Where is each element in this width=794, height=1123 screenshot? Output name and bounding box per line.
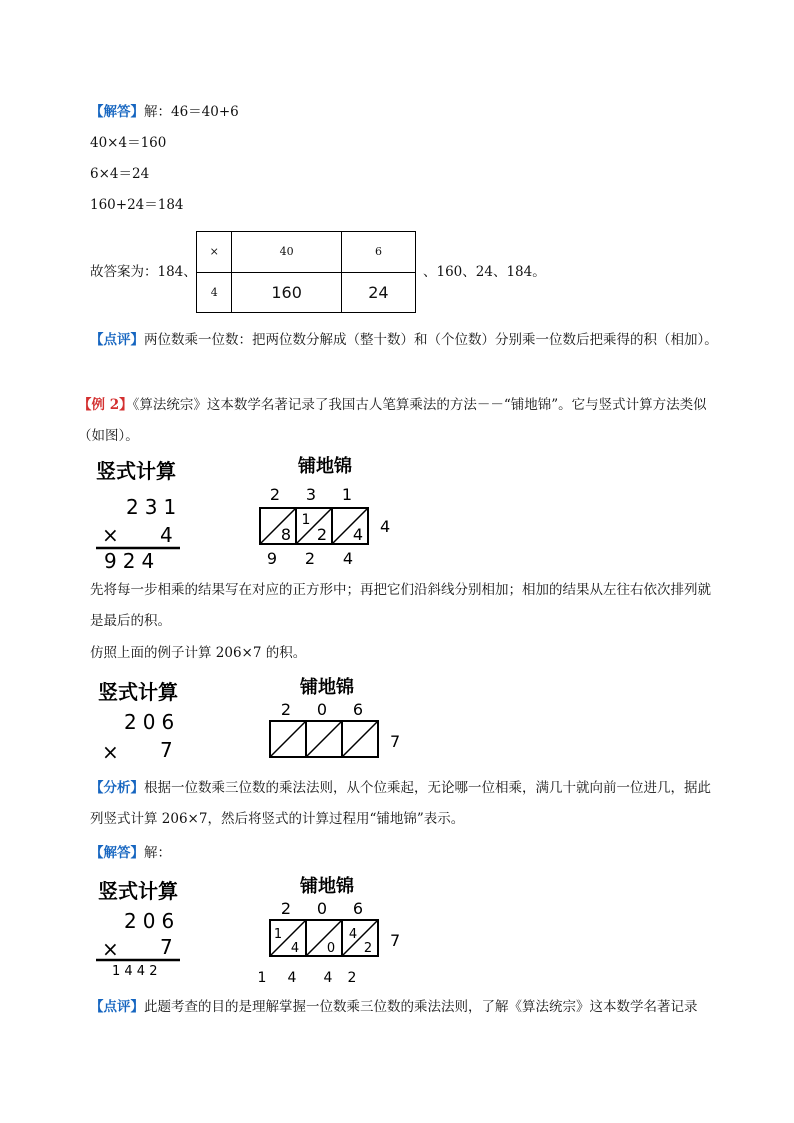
answer-tag: 【解答】	[90, 104, 144, 120]
analysis	[90, 773, 722, 835]
analysis-text: 根据一位数乘三位数的乘法法则，从个位乘起，无论哪一位相乘，满几十就向前一位进几，据此列竖式计算 206×7，然后将竖式的计算过程用“铺地锦”表示。	[90, 780, 711, 827]
grid-top-digit: 0	[316, 899, 328, 918]
calc-line-2: 6×4＝24	[90, 166, 150, 182]
answer-tag: 【解答】	[90, 845, 144, 861]
times-sign: ×	[102, 740, 119, 764]
explanation: 先将每一步相乘的结果写在对应的正方形中；再把它们沿斜线分别相加；相加的结果从左往右依次排列就是最后的积。	[90, 582, 711, 629]
comment-text: 两位数乘一位数：把两位数分解成（整十数）和（个位数）分别乘一位数后把乘得的积（相加）。	[144, 332, 718, 348]
figure-3	[90, 872, 410, 990]
grid-diagonal	[306, 721, 342, 757]
final-answer-suffix: 、160、24、184。	[423, 264, 546, 280]
grid-top-digit: 0	[316, 700, 328, 719]
grid-top-digit: 6	[352, 700, 364, 719]
grid-bottom-digit: 4	[287, 970, 297, 986]
grid-cell-ones: 4	[352, 525, 364, 544]
grid-title: 铺地锦	[300, 677, 354, 698]
grid-bottom-digit: 1	[257, 970, 267, 986]
example-2	[78, 390, 722, 452]
vertical-top: 206	[124, 909, 181, 933]
comment-1	[90, 325, 722, 356]
task: 仿照上面的例子计算 206×7 的积。	[90, 645, 307, 661]
grid-bottom-digit: 2	[304, 549, 316, 568]
analysis-tag: 【分析】	[90, 780, 144, 796]
grid-title: 铺地锦	[300, 876, 354, 897]
table-cell-times: ×	[197, 232, 232, 273]
grid-cell-ones: 2	[316, 525, 328, 544]
grid-top-digit: 2	[269, 485, 281, 504]
table-cell-4: 4	[197, 272, 232, 313]
grid-bottom-digit: 9	[266, 549, 278, 568]
grid-bottom-digit: 4	[323, 970, 333, 986]
table-cell-24: 24	[341, 272, 415, 313]
vertical-top: 231	[126, 495, 183, 519]
grid-cell-tens: 1	[301, 512, 311, 528]
comment-tag: 【点评】	[90, 999, 144, 1015]
grid-top-digit: 2	[280, 899, 292, 918]
figure-2	[90, 673, 410, 768]
vertical-multiplier: 7	[160, 738, 173, 762]
grid-cell-ones: 4	[290, 941, 300, 956]
figure-1	[90, 452, 410, 574]
vertical-result: 924	[104, 549, 161, 573]
answer-2	[90, 845, 171, 861]
times-sign: ×	[102, 937, 119, 961]
grid-side-digit: 4	[380, 517, 391, 536]
vertical-multiplier: 4	[160, 523, 173, 547]
grid-top-digit: 1	[341, 485, 353, 504]
vertical-top: 206	[124, 710, 181, 734]
vertical-result: 1 4 4 2	[112, 964, 158, 979]
answer-text: 解：	[144, 845, 171, 861]
grid-bottom-digit: 4	[342, 549, 354, 568]
times-sign: ×	[102, 523, 119, 547]
grid-top-digit: 6	[352, 899, 364, 918]
grid-cell-ones: 2	[363, 941, 373, 956]
grid-diagonal	[306, 920, 342, 956]
table-cell-40: 40	[232, 232, 341, 273]
grid-cell-tens: 1	[273, 927, 283, 942]
grid-title: 铺地锦	[298, 456, 352, 477]
table-cell-160: 160	[232, 272, 341, 313]
grid-top-digit: 2	[280, 700, 292, 719]
grid-bottom-digit: 2	[347, 970, 357, 986]
comment-text: 此题考查的目的是理解掌握一位数乘三位数的乘法法则，了解《算法统宗》这本数学名著记录	[144, 999, 698, 1015]
multiplication-table	[196, 231, 416, 313]
answer-heading	[90, 104, 239, 120]
grid-cell-tens: 4	[348, 927, 358, 942]
example-tag: 【例 2】	[78, 397, 133, 413]
grid-cell-ones: 0	[326, 941, 336, 956]
grid-diagonal	[342, 721, 378, 757]
vertical-multiplier: 7	[160, 935, 173, 959]
vertical-title: 竖式计算	[96, 459, 176, 483]
vertical-title: 竖式计算	[98, 879, 178, 903]
comment-2	[90, 992, 722, 1023]
table-cell-6: 6	[341, 232, 415, 273]
grid-top-digit: 3	[305, 485, 317, 504]
calc-line-3: 160+24＝184	[90, 197, 184, 213]
example-text: 《算法统宗》这本数学名著记录了我国古人笔算乘法的方法－－“铺地锦”。它与竖式计算方法类似（如图）。	[78, 397, 707, 444]
vertical-title: 竖式计算	[98, 680, 178, 704]
grid-side-digit: 7	[390, 732, 401, 751]
grid-diagonal	[270, 721, 306, 757]
final-answer-prefix: 故答案为：184、	[90, 264, 197, 280]
calc-line-1: 40×4＝160	[90, 135, 167, 151]
grid-side-digit: 7	[390, 931, 401, 950]
grid-cell-ones: 8	[280, 525, 292, 544]
comment-tag: 【点评】	[90, 332, 144, 348]
grid-diagonal	[342, 920, 378, 956]
answer-heading-text: 解：46＝40+6	[144, 104, 239, 120]
